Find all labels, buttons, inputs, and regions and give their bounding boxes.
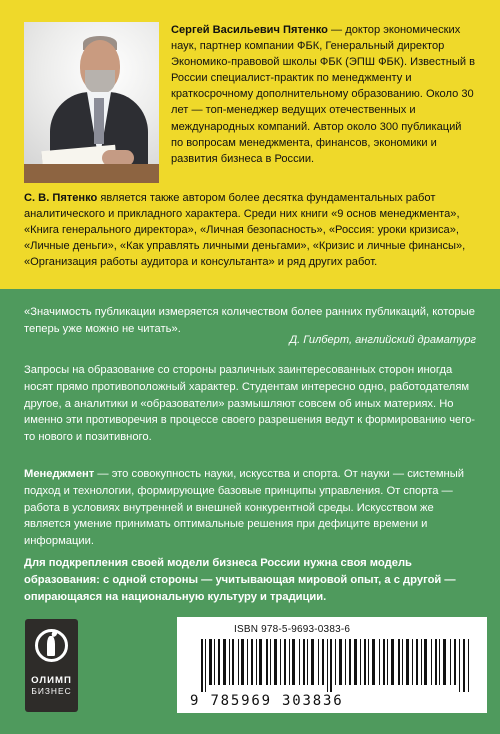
author-section [0, 0, 500, 289]
publisher-logo [25, 619, 78, 712]
author-short-name: С. В. Пятенко [24, 192, 98, 204]
author-photo [24, 22, 159, 183]
barcode-digits: 9 785969 303836 [190, 693, 344, 709]
author-bio-first [171, 22, 475, 167]
author-bio-second-text: является также автором более десятка фундаментальных работ аналитического и прикладного характера. Среди них книги «9 основ менеджмента», «Книга генерального директора», «Личная безопасность», «Россия: уроки кризиса», «Личные деньги», «Как управлять личными деньгами», «Кризис и личные финансы», «Организация работы аудитора и консультанта» и ряд других работ. [24, 192, 466, 269]
author-bio-second [24, 190, 475, 270]
paragraph-business-model: Для подкрепления своей модели бизнеса России нужна своя модель образования: с одной стороны — учитывающая мировой опыт, а с другой — опирающаяся на национальную культуру и традиции. [24, 557, 456, 603]
isbn-text: ISBN 978-5-9693-0383-6 [234, 624, 351, 635]
epigraph-quote: «Значимость публикации измеряется количеством более ранних публикаций, которые теперь уже можно не читать». [24, 306, 475, 335]
isbn-barcode-panel [177, 617, 487, 713]
management-term: Менеджмент [24, 468, 95, 480]
publisher-name-line1: ОЛИМП [31, 675, 72, 686]
author-name: Сергей Васильевич Пятенко [171, 24, 328, 36]
epigraph-author: Д. Гилберт, английский драматург [289, 334, 476, 346]
paragraph-management [24, 466, 476, 550]
barcode-bars [201, 639, 471, 692]
author-bio-first-text: — доктор экономических наук, партнер компании ФБК, Генеральный директор Экономико-правовой школы ФБК (ЭПШ ФБК). Известный в России специалист-практик по менеджменту и краткосрочному дополнительному образованию. Около 30 лет — топ-менеджер ведущих отечественных и международных компаний. Автор около 300 публикаций по вопросам менеджмента, финансов, экономики и развития бизнеса в России. [171, 24, 476, 165]
publisher-name-line2: БИЗНЕС [31, 686, 72, 696]
paragraph-education: Запросы на образование со стороны различных заинтересованных сторон иногда носят прямо противоположный характер. Студентам интересно одно, работодателям другое, а аналитики и «образователи» размышляют совсем об иных материях. Но именно эти противоречия в процессе своего разрешения ведут к формированию чего-то нового и позитивного. [24, 364, 476, 444]
management-text: — это совокупность науки, искусства и спорта. От науки — системный подход и технологии, формирующие базовые принципы управления. От спорта — работа в условиях внутренней и внешней конкурентной среды. Искусством же является умение принимать оптимальные решения при дефиците времени и информации. [24, 468, 465, 548]
